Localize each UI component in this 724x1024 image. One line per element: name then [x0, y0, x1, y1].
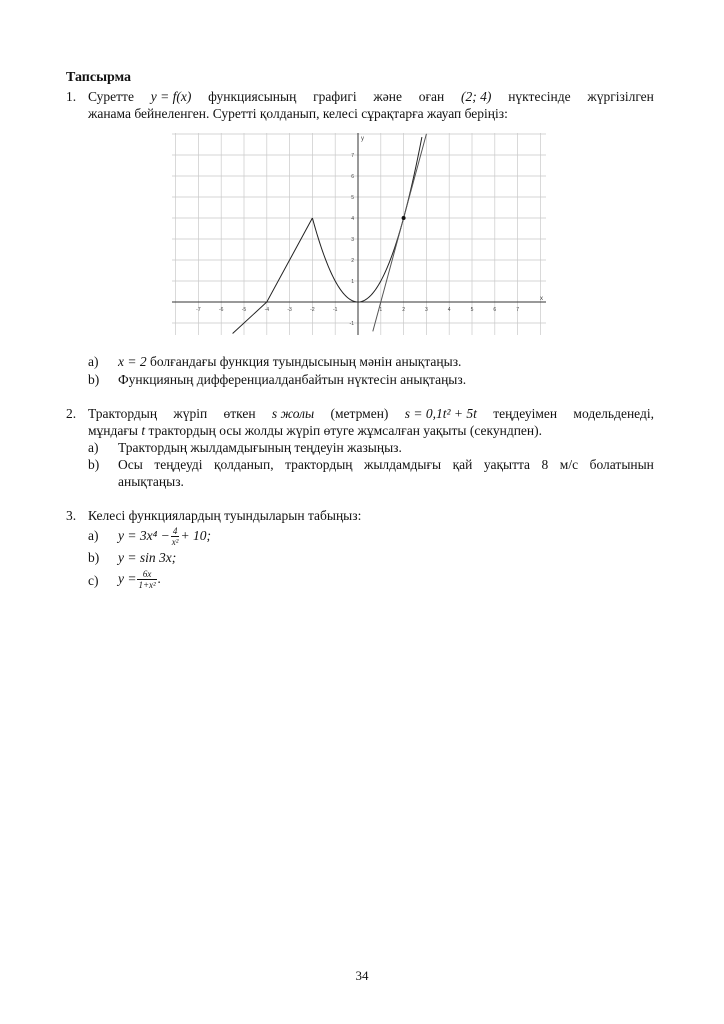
- q3a-pre: y = 3x⁴ −: [118, 528, 170, 543]
- q1l1-word: Суретте: [88, 89, 134, 104]
- q1l1-word: және: [373, 89, 402, 104]
- function-linear-branch: [233, 218, 313, 334]
- q2bl1-word: қай: [452, 457, 473, 472]
- q1-line2: жанама бейнеленген. Суретті қолданып, келесі сұрақтарға жауап беріңіз:: [88, 106, 508, 121]
- q1b-label: b): [88, 372, 100, 387]
- y-tick-label: -1: [349, 321, 354, 327]
- q1a-label: a): [88, 354, 99, 369]
- x-tick-label: -4: [264, 307, 270, 313]
- q2-line2-post: трактордың осы жолды жүріп өтуге жұмсалған уақыты (секундпен).: [145, 423, 543, 438]
- q2bl1-word: м/с: [559, 457, 579, 472]
- y-tick-label: 1: [351, 279, 354, 285]
- q2-line2-pre: мұндағы: [88, 423, 142, 438]
- q3c-post: .: [157, 571, 162, 586]
- x-tick-label: 4: [447, 307, 451, 313]
- page-title: Тапсырма: [66, 70, 132, 85]
- q3a-frac-num: 4: [171, 526, 180, 537]
- q3a-post: + 10;: [180, 528, 211, 543]
- q2-number: 2.: [66, 406, 77, 421]
- q1l1-word: y = f(x): [150, 89, 192, 104]
- q2bl1-word: Осы: [118, 457, 143, 472]
- q3-text: Келесі функциялардың туындыларын табыңыз:: [88, 508, 362, 523]
- q2a-text: Трактордың жылдамдығының теңдеуін жазыңыз.: [118, 440, 402, 455]
- q1a-text: [118, 354, 461, 370]
- q3b-label: b): [88, 550, 100, 565]
- x-axis-label: x: [540, 296, 543, 302]
- q2bl1-word: қолданып,: [213, 457, 274, 472]
- q3a-expr: [118, 523, 211, 549]
- q2l1-word: теңдеуімен: [493, 406, 558, 421]
- y-tick-label: 2: [351, 258, 354, 264]
- q1l1-word: функциясының: [208, 89, 297, 104]
- q1a-rest: болғандағы функция туындысының мәнін анықтаңыз.: [146, 354, 462, 369]
- x-tick-label: 7: [516, 307, 519, 313]
- y-tick-label: 6: [351, 174, 354, 180]
- q2b-label: b): [88, 457, 100, 472]
- y-axis-label: y: [361, 136, 364, 142]
- q2bl1-word: болатынын: [589, 457, 654, 472]
- q2a-label: a): [88, 440, 99, 455]
- q3c-frac: [137, 569, 156, 590]
- tangency-point: [402, 216, 406, 220]
- y-tick-label: 7: [351, 153, 354, 159]
- q3c-frac-den: 1+x²: [138, 580, 156, 591]
- q2b-line1: [118, 457, 654, 473]
- x-tick-label: -3: [287, 307, 292, 313]
- q2b-line2: анықтаңыз.: [118, 474, 184, 489]
- q2l1-word: жүріп: [173, 406, 208, 421]
- q3c-pre: y =: [118, 571, 137, 586]
- q2l1-word: модельденеді,: [573, 406, 654, 421]
- x-tick-label: -2: [310, 307, 315, 313]
- x-tick-label: -5: [241, 307, 247, 313]
- q2l1-word: s жолы: [271, 406, 315, 421]
- q3c-label: c): [88, 573, 99, 588]
- q3b-expr: y = sin 3x;: [118, 550, 177, 565]
- q3a-frac: [171, 526, 180, 547]
- q3a-label: a): [88, 528, 99, 543]
- q1l1-word: нүктесінде: [508, 89, 571, 104]
- page-number: 34: [355, 968, 369, 983]
- q1l1-word: жүргізілген: [587, 89, 654, 104]
- x-tick-label: 3: [425, 307, 428, 313]
- q2-line2: [88, 423, 542, 439]
- q3-number: 3.: [66, 508, 77, 523]
- q1l1-word: графигі: [313, 89, 357, 104]
- x-tick-label: -7: [196, 307, 201, 313]
- y-tick-label: 3: [351, 237, 354, 243]
- x-tick-label: 6: [493, 307, 497, 313]
- q2l1-word: өткен: [223, 406, 256, 421]
- q2-line2-t: t: [141, 423, 146, 438]
- q1a-math: x = 2: [118, 354, 147, 369]
- q3c-expr: [118, 566, 161, 592]
- x-tick-label: -6: [218, 307, 224, 313]
- q1-number: 1.: [66, 89, 77, 104]
- q3c-frac-num: 6x: [137, 569, 156, 580]
- q2l1-word: (метрмен): [330, 406, 389, 421]
- q2bl1-word: теңдеуді: [154, 457, 203, 472]
- function-graph: [172, 133, 546, 335]
- q2l1-word: s = 0,1t² + 5t: [404, 406, 477, 421]
- q2-line1: [88, 406, 654, 422]
- x-tick-label: 1: [379, 307, 383, 313]
- q2bl1-word: уақытта: [483, 457, 531, 472]
- x-tick-label: 2: [402, 307, 405, 313]
- q2bl1-word: 8: [541, 457, 549, 472]
- q3a-frac-den: x²: [171, 537, 179, 548]
- q1l1-word: (2; 4): [461, 89, 492, 104]
- q2bl1-word: жылдамдығы: [364, 457, 442, 472]
- q1b-text: Функцияның дифференциалданбайтын нүктесін анықтаңыз.: [118, 372, 467, 387]
- y-tick-label: 5: [351, 195, 354, 201]
- q1-line1: [88, 89, 654, 105]
- q2l1-word: Трактордың: [88, 406, 158, 421]
- y-tick-label: 4: [351, 216, 354, 222]
- x-tick-label: 5: [470, 307, 474, 313]
- x-tick-label: -1: [332, 307, 338, 313]
- q2bl1-word: трактордың: [285, 457, 353, 472]
- q1l1-word: оған: [418, 89, 445, 104]
- function-parabola-branch: [358, 137, 422, 302]
